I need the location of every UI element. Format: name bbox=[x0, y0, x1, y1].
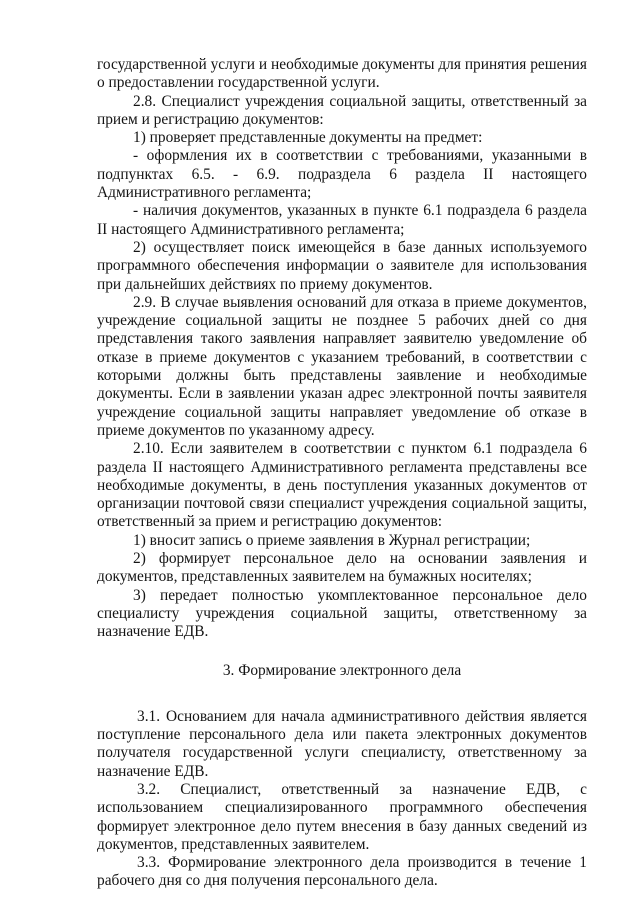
paragraph-2-8-item-2: 2) осуществляет поиск имеющейся в базе данных используемого программного обеспечения информации о заявителе для использования при дальнейших действиях по приему документов. bbox=[97, 238, 587, 293]
paragraph-2-10: 2.10. Если заявителем в соответствии с пунктом 6.1 подраздела 6 раздела II настоящего Административного регламента представлены все необходимые документы, в день поступления указанных документов от организации почтовой связи специалист учреждения социальной защиты, ответственный за прием и регистрацию документов: bbox=[97, 440, 587, 531]
paragraph-2-8-item-1-dash-1: - оформления их в соответствии с требованиями, указанными в подпунктах 6.5. - 6.9. подраздела 6 раздела II настоящего Административного регламента; bbox=[97, 147, 587, 202]
paragraph-2-8: 2.8. Специалист учреждения социальной защиты, ответственный за прием и регистрацию документов: bbox=[97, 92, 587, 128]
paragraph-3-1: 3.1. Основанием для начала административного действия является поступление персонального дела или пакета электронных документов получателя государственной услуги специалисту, ответственному за назначение ЕДВ. bbox=[97, 707, 587, 780]
paragraph-2-9: 2.9. В случае выявления оснований для отказа в приеме документов, учреждение социальной защиты не позднее 5 рабочих дней со дня представления такого заявления направляет заявителю уведомление об отказе в приеме документов с указанием требований, в соответствии с которыми должны быть представлены заявление и необходимые документы. Если в заявлении указан адрес электронной почты заявителя учреждение социальной защиты направляет уведомление об отказе в приеме документов по указанному адресу. bbox=[97, 293, 587, 439]
paragraph-2-10-item-1: 1) вносит запись о приеме заявления в Журнал регистрации; bbox=[133, 531, 531, 549]
paragraph-3-2: 3.2. Специалист, ответственный за назначение ЕДВ, с использованием специализированного программного обеспечения формирует электронное дело путем внесения в базу данных сведений из документов, представленных заявителем. bbox=[97, 780, 587, 853]
paragraph-2-8-item-1-dash-2: - наличия документов, указанных в пункте 6.1 подраздела 6 раздела II настоящего Административного регламента; bbox=[97, 202, 587, 238]
paragraph-2-8-item-1: 1) проверяет представленные документы на предмет: bbox=[133, 129, 483, 147]
paragraph-2-10-item-3: 3) передает полностью укомплектованное персональное дело специалисту учреждения социальной защиты, ответственному за назначение ЕДВ. bbox=[97, 586, 587, 641]
paragraph-continuation: государственной услуги и необходимые документы для принятия решения о предоставлении государственной услуги. bbox=[97, 56, 587, 92]
section-heading: 3. Формирование электронного дела bbox=[222, 661, 462, 679]
paragraph-3-3: 3.3. Формирование электронного дела производится в течение 1 рабочего дня со дня получения персонального дела. bbox=[97, 854, 587, 890]
paragraph-2-10-item-2: 2) формирует персональное дело на основании заявления и документов, представленных заявителем на бумажных носителях; bbox=[97, 550, 587, 586]
